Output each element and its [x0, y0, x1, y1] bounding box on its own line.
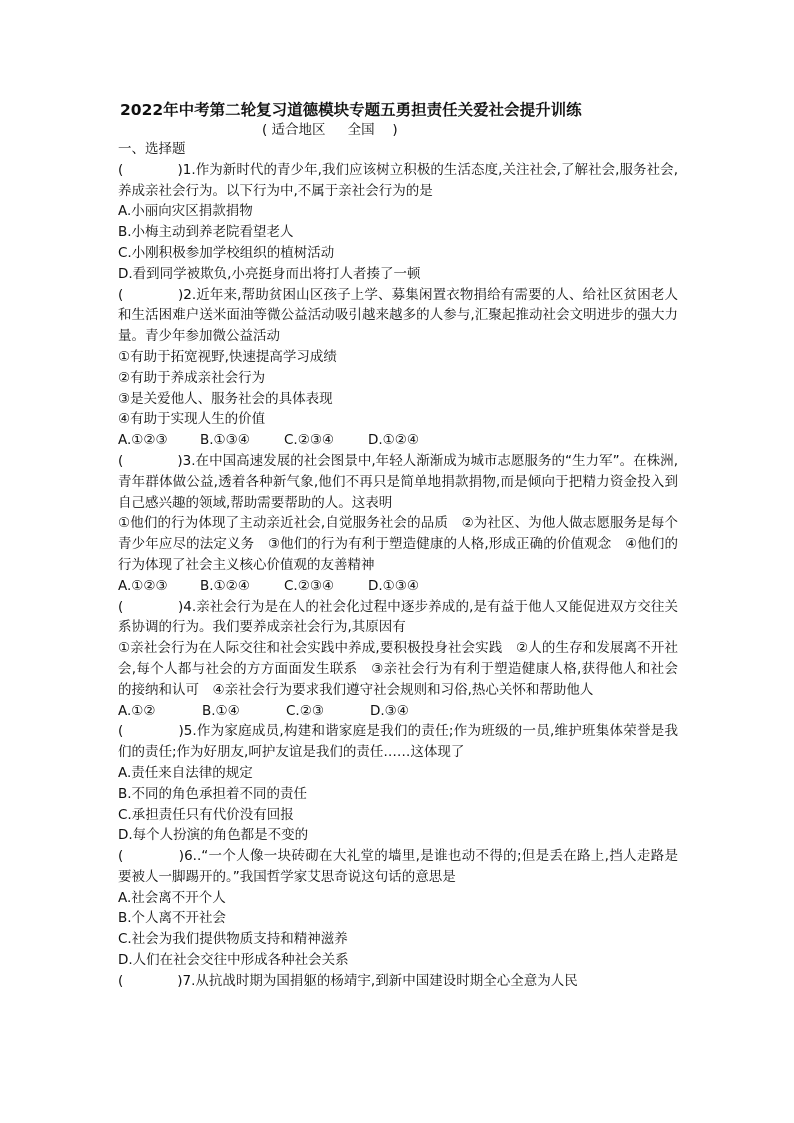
- question-stem: ( )6..“一个人像一块砖砌在大礼堂的墙里,是谁也动不得的;但是丢在路上,挡人走路是要被人一脚踢开的。”我国哲学家艾思奇说这句话的意思是: [118, 848, 678, 885]
- option-a: A.责任来自法律的规定: [118, 764, 253, 781]
- statements: ①他们的行为体现了主动亲近社会,自觉服务社会的品质 ②为社区、为他人做志愿服务是每个青少年应尽的法定义务 ③他们的行为有利于塑造健康的人格,形成正确的价值观念 ④他们的行为体现了社会主义核心价值观的友善精神: [118, 515, 678, 573]
- option-row: [118, 701, 678, 722]
- option-c: C.②③④: [284, 577, 335, 594]
- option-b: B.小梅主动到养老院看望老人: [118, 224, 294, 241]
- question-4: [118, 597, 678, 722]
- option-d: D.每个人扮演的角色都是不变的: [118, 827, 309, 844]
- question-stem: ( )3.在中国高速发展的社会图景中,年轻人渐渐成为城市志愿服务的“生力军”。在株洲,青年群体做公益,透着各种新气象,他们不再只是简单地捐款捐物,而是倾向于把精力资金投入到自己感兴趣的领域,帮助需要帮助的人。这表明: [118, 452, 678, 511]
- section-heading: 一、选择题: [118, 141, 186, 157]
- question-stem: ( )7.从抗战时期为国捐躯的杨靖宇,到新中国建设时期全心全意为人民: [118, 972, 578, 989]
- document-body: [118, 100, 678, 992]
- statements: ①亲社会行为在人际交往和社会实践中养成,要积极投身社会实践 ②人的生存和发展离不开社会,每个人都与社会的方方面面发生联系 ③亲社会行为有利于塑造健康人格,获得他人和社会的接纳和认可 ④亲社会行为要求我们遵守社会规则和习俗,热心关怀和帮助他人: [118, 640, 678, 698]
- question-stem: ( )2.近年来,帮助贫困山区孩子上学、募集闲置衣物捐给有需要的人、给社区贫困老人和生活困难户送米面油等微公益活动吸引越来越多的人参与,汇聚起推动社会文明进步的强大力量。青少年参加微公益活动: [118, 286, 678, 345]
- statement-3: ③是关爱他人、服务社会的具体表现: [118, 390, 333, 407]
- question-5: [118, 721, 678, 846]
- option-d: D.看到同学被欺负,小亮挺身而出将打人者揍了一顿: [118, 265, 421, 282]
- option-d: D.人们在社会交往中形成各种社会关系: [118, 952, 349, 969]
- option-d: D.①②④: [368, 432, 419, 449]
- option-d: D.①③④: [368, 577, 419, 594]
- question-6: [118, 846, 678, 971]
- question-stem: ( )1.作为新时代的青少年,我们应该树立积极的生活态度,关注社会,了解社会,服务社会,养成亲社会行为。以下行为中,不属于亲社会行为的是: [118, 161, 678, 199]
- option-b: B.①③④: [200, 432, 250, 449]
- question-stem: ( )5.作为家庭成员,构建和谐家庭是我们的责任;作为班级的一员,维护班集体荣誉是我们的责任;作为好朋友,呵护友谊是我们的责任……这体现了: [118, 723, 678, 761]
- option-c: C.②③④: [284, 432, 335, 449]
- option-b: B.不同的角色承担着不同的责任: [118, 785, 308, 802]
- statement-2: ②有助于养成亲社会行为: [118, 369, 266, 386]
- option-row: [118, 430, 678, 451]
- option-c: C.承担责任只有代价没有回报: [118, 806, 294, 823]
- question-stem: ( )4.亲社会行为是在人的社会化过程中逐步养成的,是有益于他人又能促进双方交往关系协调的行为。我们要养成亲社会行为,其原因有: [118, 598, 678, 636]
- document-title: 2022年中考第二轮复习道德模块专题五勇担责任关爱社会提升训练: [120, 101, 582, 119]
- question-1: [118, 160, 678, 285]
- statement-4: ④有助于实现人生的价值: [118, 411, 266, 428]
- option-c: C.社会为我们提供物质支持和精神滋养: [118, 931, 348, 948]
- option-a: A.社会离不开个人: [118, 889, 226, 906]
- option-b: B.个人离不开社会: [118, 910, 227, 927]
- question-3: [118, 451, 678, 597]
- question-7: [118, 971, 678, 992]
- question-2: [118, 285, 678, 451]
- option-a: A.①②③: [118, 432, 168, 449]
- option-b: B.①②④: [200, 577, 250, 594]
- option-a: A.小丽向灾区捐款捐物: [118, 203, 253, 220]
- option-c: C.②③: [286, 702, 324, 719]
- option-a: A.①②③: [118, 577, 168, 594]
- document-subtitle: ( 适合地区 全国 ): [262, 122, 398, 138]
- option-a: A.①②: [118, 702, 156, 719]
- option-d: D.③④: [370, 702, 409, 719]
- option-row: [118, 576, 678, 597]
- option-b: B.①④: [202, 702, 240, 719]
- statement-1: ①有助于拓宽视野,快速提高学习成绩: [118, 348, 337, 365]
- option-c: C.小刚积极参加学校组织的植树活动: [118, 244, 335, 261]
